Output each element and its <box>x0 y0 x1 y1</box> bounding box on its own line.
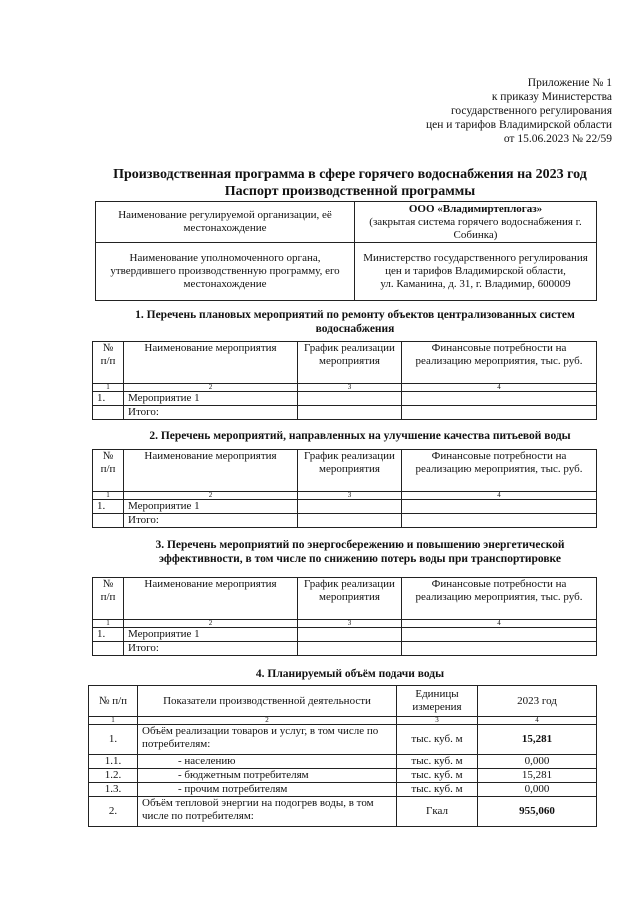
vol-row-value: 955,060 <box>478 797 597 827</box>
row-num: 1. <box>93 500 124 514</box>
vol-row-num: 1.3. <box>89 783 138 797</box>
appendix-line: Приложение № 1 <box>527 77 612 89</box>
header-name: Наименование мероприятия <box>124 578 298 620</box>
vol-row-unit: тыс. куб. м <box>397 755 478 769</box>
appendix-line: государственного регулирования <box>450 105 612 117</box>
section-1-table <box>92 341 597 420</box>
passport-org-value <box>355 202 597 243</box>
total-label: Итого: <box>124 406 298 420</box>
total-label: Итого: <box>124 642 298 656</box>
col-index: 1 <box>93 492 124 500</box>
vol-row-unit: тыс. куб. м <box>397 769 478 783</box>
row-finance <box>402 500 597 514</box>
col-index: 2 <box>138 717 397 725</box>
title-line: Производственная программа в сфере горячего водоснабжения на 2023 год <box>113 167 587 182</box>
row-schedule <box>298 642 402 656</box>
header-finance: Финансовые потребности на реализацию мероприятия, тыс. руб. <box>402 578 597 620</box>
header-schedule: График реализации мероприятия <box>298 342 402 384</box>
vol-row-name: Объём тепловой энергии на подогрев воды, в том числе по потребителям: <box>138 797 397 827</box>
vol-header-year: 2023 год <box>478 686 597 717</box>
vol-row-unit: тыс. куб. м <box>397 725 478 755</box>
header-num: № п/п <box>93 578 124 620</box>
col-index: 3 <box>298 384 402 392</box>
passport-authority-value <box>355 243 597 301</box>
section-2-table <box>92 449 597 528</box>
vol-row-name: Объём реализации товаров и услуг, в том числе по потребителям: <box>138 725 397 755</box>
appendix-note <box>380 76 612 146</box>
section-3-heading: 3. Перечень мероприятий по энергосбережению и повышению энергетической эффективности, в том числе по снижению потерь воды при транспортировке <box>155 539 565 565</box>
row-finance <box>402 392 597 406</box>
col-index: 2 <box>124 620 298 628</box>
row-finance <box>402 628 597 642</box>
row-num <box>93 406 124 420</box>
document-title <box>60 166 640 200</box>
vol-header-num: № п/п <box>89 686 138 717</box>
vol-row-num: 1.2. <box>89 769 138 783</box>
row-schedule <box>298 392 402 406</box>
total-label: Итого: <box>124 514 298 528</box>
header-finance: Финансовые потребности на реализацию мероприятия, тыс. руб. <box>402 450 597 492</box>
row-schedule <box>298 628 402 642</box>
header-num: № п/п <box>93 450 124 492</box>
col-index: 4 <box>402 620 597 628</box>
volume-table <box>88 685 597 827</box>
vol-row-num: 1.1. <box>89 755 138 769</box>
appendix-line: цен и тарифов Владимирской области <box>425 119 612 131</box>
appendix-line: к приказу Министерства <box>491 91 612 103</box>
row-num <box>93 514 124 528</box>
col-index: 1 <box>93 384 124 392</box>
vol-row-value: 15,281 <box>478 725 597 755</box>
vol-header-indicator: Показатели производственной деятельности <box>138 686 397 717</box>
vol-row-num: 1. <box>89 725 138 755</box>
col-index: 3 <box>397 717 478 725</box>
row-num <box>93 642 124 656</box>
vol-header-unit: Единицы измерения <box>397 686 478 717</box>
vol-row-name: - прочим потребителям <box>138 783 397 797</box>
vol-row-unit: Гкал <box>397 797 478 827</box>
section-3-table <box>92 577 597 656</box>
passport-table <box>95 201 597 301</box>
header-schedule: График реализации мероприятия <box>298 450 402 492</box>
vol-row-name: - бюджетным потребителям <box>138 769 397 783</box>
col-index: 2 <box>124 384 298 392</box>
section-1-heading: 1. Перечень плановых мероприятий по ремонту объектов централизованных систем водоснабжения <box>135 309 575 335</box>
vol-row-name: - населению <box>138 755 397 769</box>
col-index: 2 <box>124 492 298 500</box>
row-finance <box>402 642 597 656</box>
section-4-heading: 4. Планируемый объём подачи воды <box>255 668 445 680</box>
header-schedule: График реализации мероприятия <box>298 578 402 620</box>
row-name: Мероприятие 1 <box>124 392 298 406</box>
subtitle-line: Паспорт производственной программы <box>224 184 476 199</box>
org-name: ООО «Владимиртеплогаз» <box>408 202 543 215</box>
row-name: Мероприятие 1 <box>124 628 298 642</box>
section-2-heading: 2. Перечень мероприятий, направленных на улучшение качества питьевой воды <box>149 430 571 442</box>
col-index: 1 <box>93 620 124 628</box>
org-details: (закрытая система горячего водоснабжения г. Собинка) <box>369 215 582 241</box>
row-schedule <box>298 500 402 514</box>
header-num: № п/п <box>93 342 124 384</box>
vol-row-value: 0,000 <box>478 783 597 797</box>
col-index: 4 <box>478 717 597 725</box>
vol-row-unit: тыс. куб. м <box>397 783 478 797</box>
passport-authority-label: Наименование уполномоченного органа, утвердившего производственную программу, его местонахождение <box>96 243 355 301</box>
col-index: 1 <box>89 717 138 725</box>
col-index: 4 <box>402 492 597 500</box>
authority-address: ул. Каманина, д. 31, г. Владимир, 600009 <box>380 278 571 290</box>
col-index: 4 <box>402 384 597 392</box>
header-finance: Финансовые потребности на реализацию мероприятия, тыс. руб. <box>402 342 597 384</box>
row-schedule <box>298 406 402 420</box>
passport-org-label: Наименование регулируемой организации, её местонахождение <box>96 202 355 243</box>
vol-row-value: 0,000 <box>478 755 597 769</box>
row-finance <box>402 406 597 420</box>
row-num: 1. <box>93 628 124 642</box>
appendix-line: от 15.06.2023 № 22/59 <box>503 133 612 145</box>
header-name: Наименование мероприятия <box>124 342 298 384</box>
authority-name: Министерство государственного регулирования цен и тарифов Владимирской области, <box>363 252 588 277</box>
header-name: Наименование мероприятия <box>124 450 298 492</box>
col-index: 3 <box>298 620 402 628</box>
vol-row-value: 15,281 <box>478 769 597 783</box>
row-finance <box>402 514 597 528</box>
row-num: 1. <box>93 392 124 406</box>
col-index: 3 <box>298 492 402 500</box>
vol-row-num: 2. <box>89 797 138 827</box>
row-schedule <box>298 514 402 528</box>
row-name: Мероприятие 1 <box>124 500 298 514</box>
